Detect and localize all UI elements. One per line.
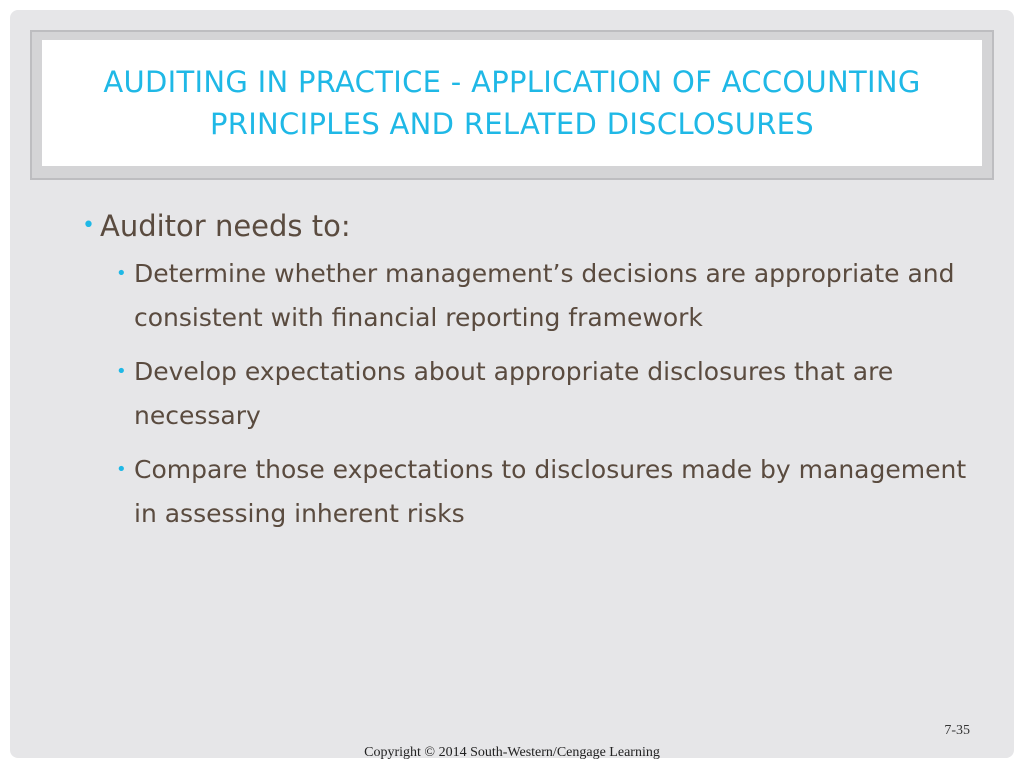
slide-title (42, 40, 982, 166)
title-line-2: PRINCIPLES AND RELATED DISCLOSURES (209, 107, 815, 141)
copyright-notice: Copyright © 2014 South-Western/Cengage Learning (364, 745, 660, 760)
bullet-item-main (72, 206, 972, 246)
sub-bullet-text-3: Compare those expectations to disclosures made by management in assessing inherent risks (134, 455, 967, 528)
title-frame (30, 30, 994, 180)
bullet-icon: • (116, 361, 127, 382)
sub-bullet-item-1 (72, 252, 972, 340)
sub-bullet-text-1: Determine whether management’s decisions are appropriate and consistent with financial reporting framework (134, 259, 955, 332)
sub-bullet-item-2 (72, 350, 972, 438)
bullet-list (72, 206, 972, 546)
bullet-icon: • (82, 213, 95, 238)
title-line-1: AUDITING IN PRACTICE - APPLICATION OF ACCOUNTING (103, 65, 921, 99)
sub-bullet-item-3 (72, 448, 972, 536)
slide (10, 10, 1014, 758)
bullet-text-main: Auditor needs to: (100, 209, 351, 243)
sub-bullet-text-2: Develop expectations about appropriate disclosures that are necessary (134, 357, 894, 430)
bullet-icon: • (116, 459, 127, 480)
bullet-icon: • (116, 263, 127, 284)
page-number: 7-35 (944, 723, 970, 738)
